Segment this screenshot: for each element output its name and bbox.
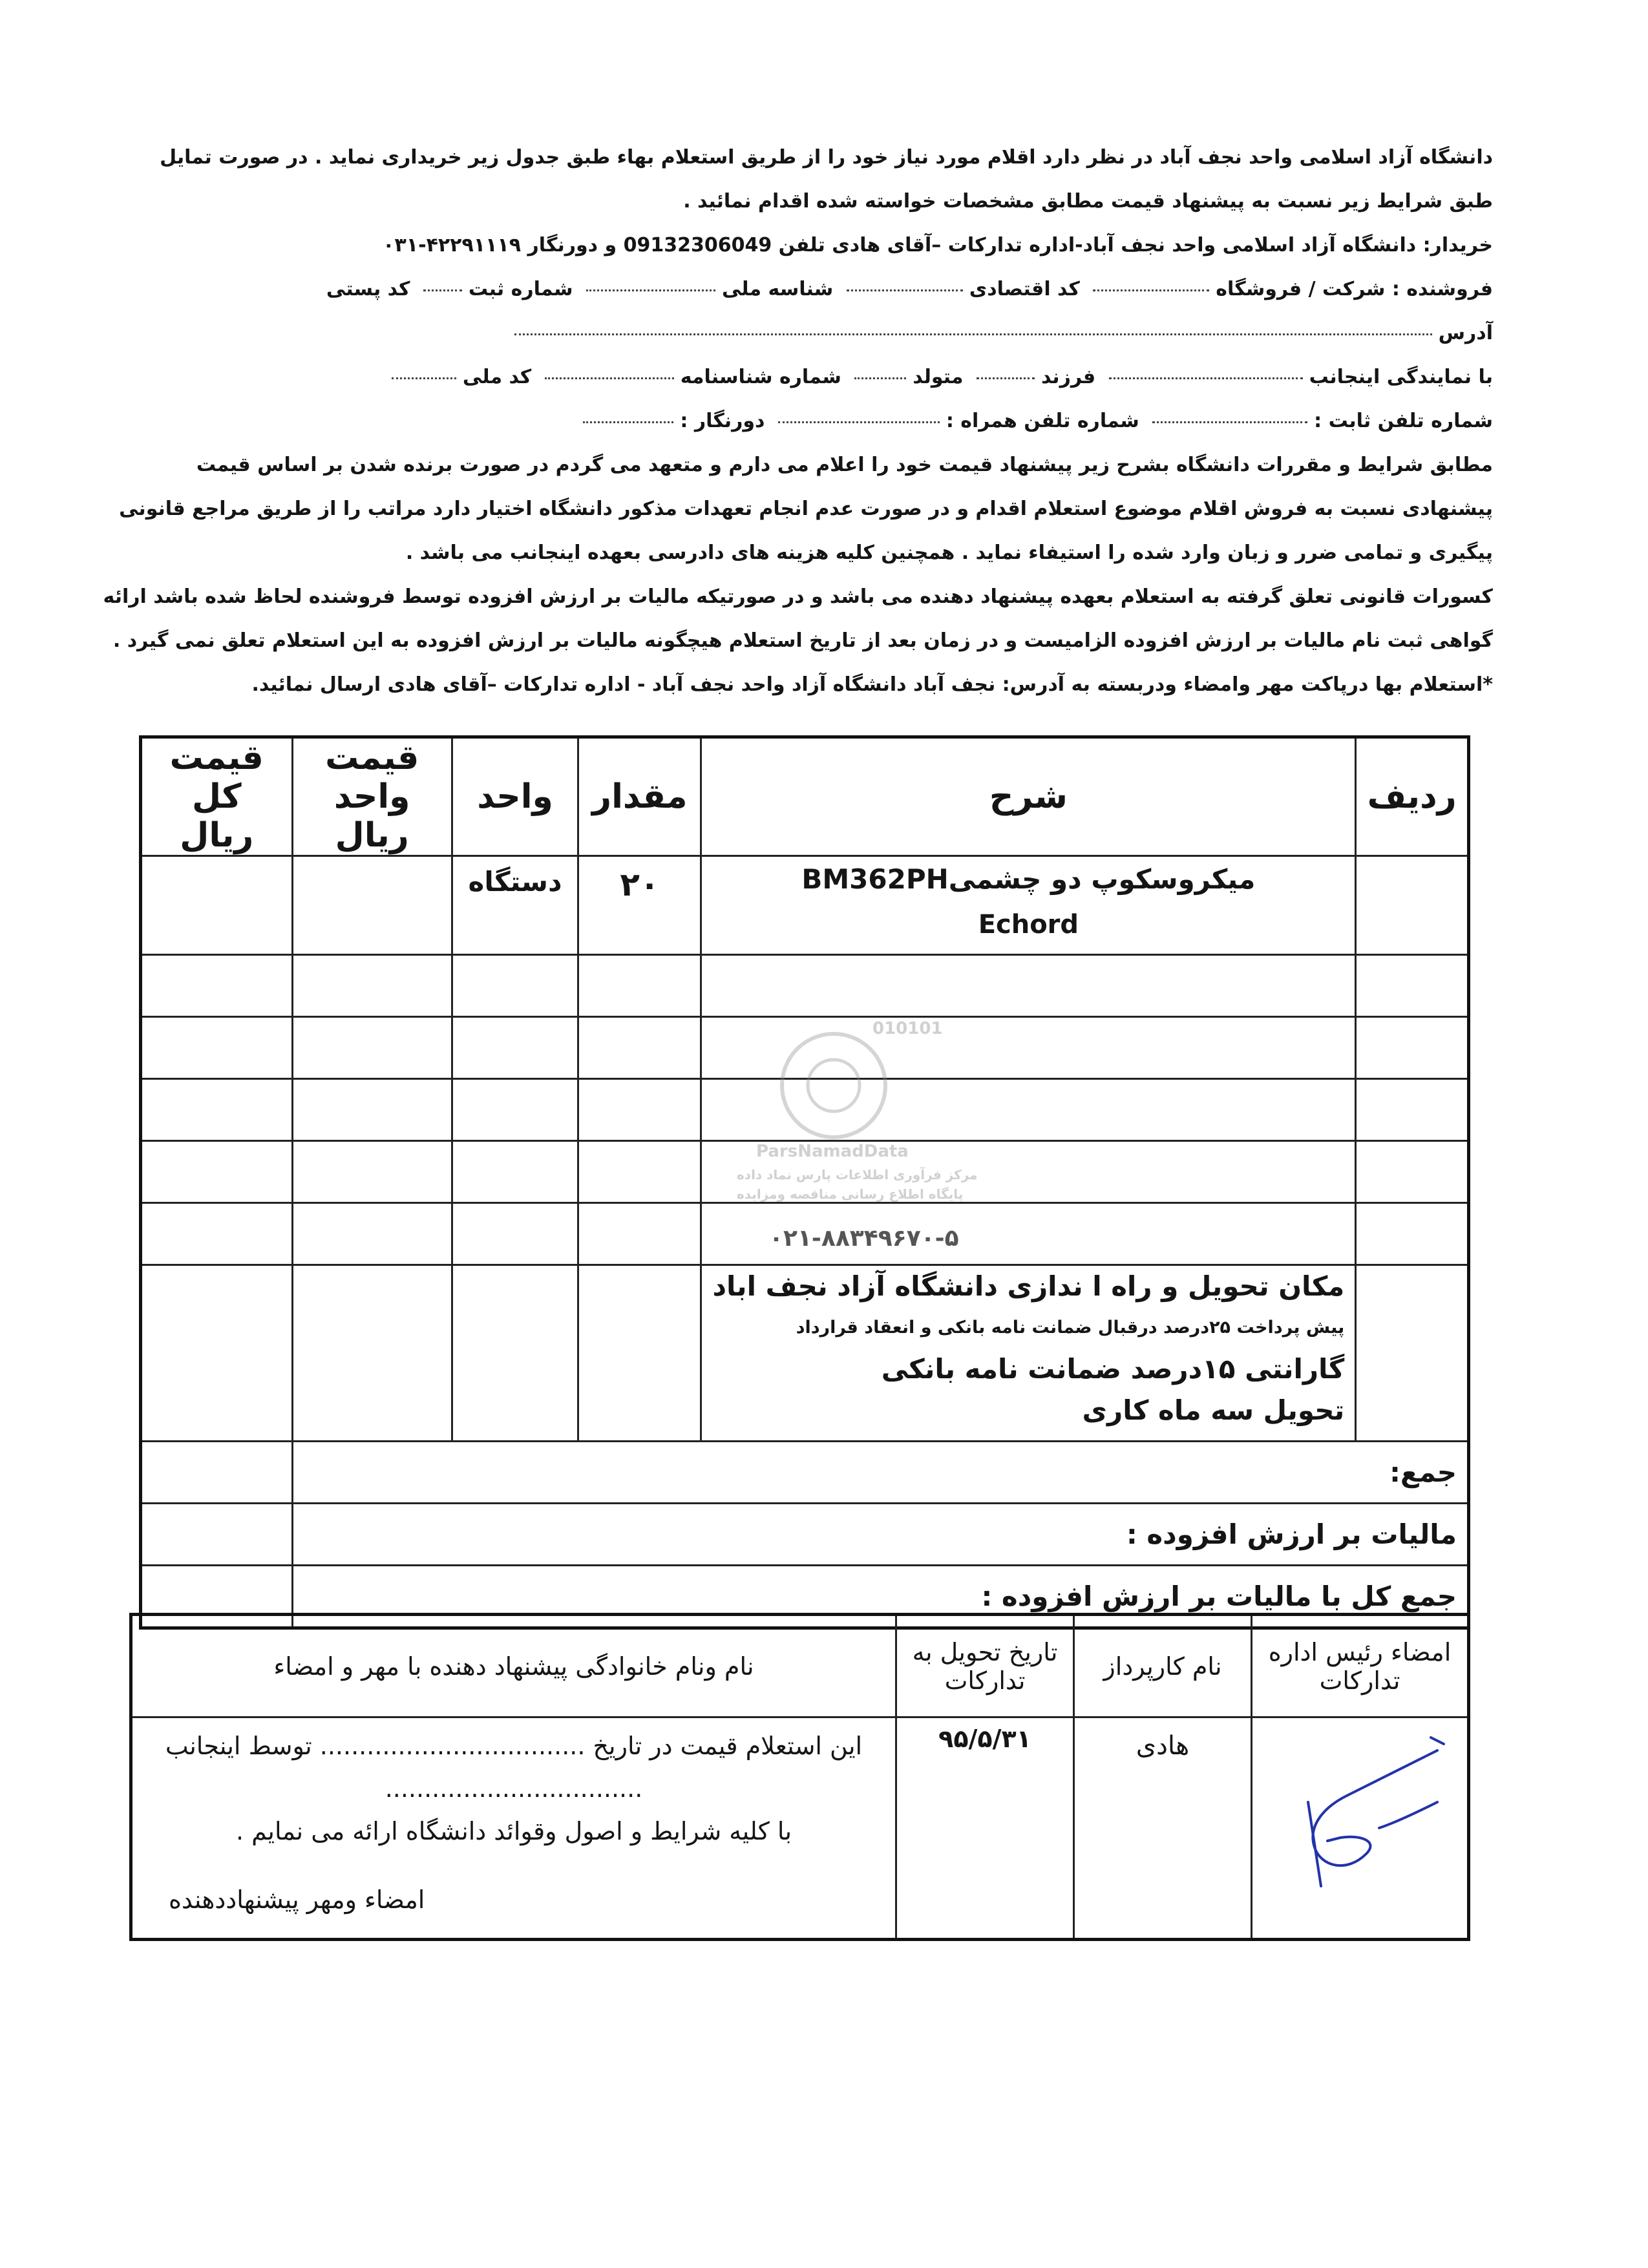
table-cell — [141, 1203, 293, 1265]
table-cell — [1356, 955, 1469, 1017]
handwritten-signature — [1269, 1725, 1450, 1893]
id-no-blank — [545, 377, 674, 379]
note-delivery-location: مکان تحویل و راه ا ندازی دانشگاه آزاد نجف اباد — [712, 1270, 1345, 1302]
header-total-price: قیمت کل ریال — [141, 737, 293, 856]
header-unit: واحد — [452, 737, 578, 856]
terms-line-4: کسورات قانونی تعلق گرفته به استعلام بعهده پیشنهاد دهنده می باشد و در صورتیکه مالیات بر ارزش افزوده توسط فروشنده لحاظ شده باشد ارائه — [103, 585, 1493, 608]
delivery-date-value: ۹۵/۵/۳۱ — [896, 1717, 1074, 1940]
table-row — [141, 1265, 1469, 1442]
table-cell — [578, 1079, 701, 1141]
sum-value-cell — [141, 1442, 293, 1504]
table-cell — [141, 955, 293, 1017]
grand-total-label: جمع کل با مالیات بر ارزش افزوده : — [292, 1566, 1468, 1628]
table-cell — [141, 1141, 293, 1203]
intro-line-1: دانشگاه آزاد اسلامی واحد نجف آباد در نظر دارد اقلام مورد نیاز خود را از طریق استعلام بهاء طبق جدول زیر خریداری نماید . در صورت تمایل — [160, 146, 1493, 169]
table-cell — [141, 1079, 293, 1141]
mobile-label: شماره تلفن همراه : — [945, 410, 1139, 432]
note-guarantee: گارانتی ۱۵درصد ضمانت نامه بانکی — [881, 1353, 1345, 1385]
address-blank — [514, 333, 1432, 335]
table-cell — [292, 955, 452, 1017]
address-line — [149, 311, 1493, 355]
bidder-statement-line-2: با کلیه شرایط و اصول وقوائد دانشگاه ارائه می نمایم . — [235, 1817, 792, 1845]
watermark-digits: 010101 — [872, 1019, 943, 1038]
header-unit-price: قیمت واحد ریال — [292, 737, 452, 856]
seller-blank — [1093, 289, 1209, 291]
table-cell — [292, 1203, 452, 1265]
seller-line — [149, 268, 1493, 311]
phone-blank — [1152, 421, 1307, 423]
note-delivery-time: تحویل سه ماه کاری — [1082, 1394, 1345, 1426]
mobile-blank — [778, 421, 940, 423]
signature-table — [129, 1613, 1470, 1941]
sum-row — [141, 1442, 1469, 1504]
national-code-label: کد ملی — [462, 366, 532, 388]
item-unit: دستگاه — [452, 856, 578, 955]
table-cell — [292, 1079, 452, 1141]
head-manager-signature-label: امضاء رئیس اداره تدارکات — [1252, 1615, 1469, 1717]
postal-code-label: کد پستی — [326, 278, 410, 300]
table-cell — [141, 1017, 293, 1079]
agent-name-label: نام کارپرداز — [1074, 1615, 1252, 1717]
table-cell — [292, 1265, 452, 1442]
table-cell — [1356, 1017, 1469, 1079]
reg-no-label: شماره ثبت — [468, 278, 573, 300]
intro-line-2: طبق شرایط زیر نسبت به پیشنهاد قیمت مطابق مشخصات خواسته شده اقدام نمائید . — [683, 190, 1493, 213]
sum-label: جمع: — [292, 1442, 1468, 1504]
watermark-line-2: پایگاه اطلاع رسانی مناقصه ومزایده — [737, 1186, 964, 1202]
economic-code-label: کد اقتصادی — [969, 278, 1080, 300]
table-cell — [578, 1203, 701, 1265]
buyer-line: خریدار: دانشگاه آزاد اسلامی واحد نجف آباد-اداره تدارکات –آقای هادی تلفن 09132306049 و دورنگار ۴۲۲۹۱۱۱۹-۰۳۱ — [383, 234, 1493, 257]
watermark-brand: ParsNamadData — [756, 1142, 909, 1161]
terms-line-1: مطابق شرایط و مقررات دانشگاه بشرح زیر پیشنهاد قیمت خود را اعلام می دارم و متعهد می گردم در صورت برنده شدن بر اساس قیمت — [196, 454, 1493, 476]
economic-code-blank — [847, 289, 963, 291]
item-unit-price-cell — [292, 856, 452, 955]
table-cell — [578, 1141, 701, 1203]
child-of-label: فرزند — [1041, 366, 1096, 388]
representative-blank — [1109, 377, 1303, 379]
item-description-cell — [701, 856, 1356, 955]
table-cell — [292, 1141, 452, 1203]
table-cell — [578, 1265, 701, 1442]
table-row — [141, 856, 1469, 955]
items-header-row — [141, 737, 1469, 856]
representative-label: با نمایندگی اینجانب — [1309, 366, 1493, 388]
bidder-statement-line-1: این استعلام قیمت در تاریخ .................................. توسط اینجانب ................................. — [165, 1732, 863, 1803]
signature-header-row — [131, 1615, 1469, 1717]
manager-signature-cell — [1252, 1717, 1469, 1940]
table-cell — [578, 955, 701, 1017]
bidder-sign-label: امضاء ومهر پیشنهاددهنده — [169, 1885, 425, 1914]
header-row-number: ردیف — [1356, 737, 1469, 856]
notes-row-number-cell — [1356, 1265, 1469, 1442]
table-cell — [1356, 1141, 1469, 1203]
table-cell — [578, 1017, 701, 1079]
terms-line-2: پیشنهادی نسبت به فروش اقلام موضوع استعلام اقدام و در صورت عدم انجام تعهدات مذکور دانشگاه اختیار دارد مراتب را از طریق مراجع قانونی — [119, 498, 1493, 520]
national-id-blank — [586, 289, 715, 291]
table-cell — [452, 1017, 578, 1079]
table-cell — [452, 1265, 578, 1442]
national-id-label: شناسه ملی — [721, 278, 834, 300]
child-of-blank — [977, 377, 1035, 379]
phone-label: شماره تلفن ثابت : — [1314, 410, 1493, 432]
item-description: میکروسکوپ دو چشمیBM362PH — [801, 863, 1256, 895]
phone-line — [149, 399, 1493, 443]
table-cell — [292, 1017, 452, 1079]
national-code-blank — [392, 377, 456, 379]
bidder-statement-cell — [131, 1717, 896, 1940]
representative-line — [149, 355, 1493, 399]
terms-line-6: *استعلام بها درپاکت مهر وامضاء ودربسته به آدرس: نجف آباد دانشگاه آزاد واحد نجف آباد - اداره تدارکات –آقای هادی ارسال نمائید. — [251, 673, 1493, 696]
item-row-number-cell — [1356, 856, 1469, 955]
watermark-logo — [730, 1008, 1002, 1215]
table-cell — [452, 1141, 578, 1203]
terms-line-3: پیگیری و تمامی ضرر و زبان وارد شده را استیفاء نماید . همچنین کلیه هزینه های دادرسی بعهده اینجانب می باشد . — [405, 541, 1493, 564]
fax-label: دورنگار : — [680, 410, 765, 432]
intro-block — [103, 136, 1493, 707]
header-quantity: مقدار — [578, 737, 701, 856]
signature-body-row — [131, 1717, 1469, 1940]
address-label: آدرس — [1438, 322, 1493, 344]
reg-no-blank — [423, 289, 462, 291]
vat-value-cell — [141, 1504, 293, 1566]
table-cell — [452, 955, 578, 1017]
watermark-phone: ۰۲۱-۸۸۳۴۹۶۷۰-۵ — [769, 1225, 959, 1252]
table-cell — [452, 1203, 578, 1265]
bidder-name-label: نام ونام خانوادگی پیشنهاد دهنده با مهر و امضاء — [131, 1615, 896, 1717]
born-label: متولد — [913, 366, 964, 388]
header-description: شرح — [701, 737, 1356, 856]
table-cell — [452, 1079, 578, 1141]
vat-row — [141, 1504, 1469, 1566]
fax-blank — [583, 421, 673, 423]
table-cell — [1356, 1203, 1469, 1265]
born-blank — [854, 377, 906, 379]
watermark-line-1: مرکز فرآوری اطلاعات پارس نماد داده — [737, 1167, 978, 1182]
terms-line-5: گواهی ثبت نام مالیات بر ارزش افزوده الزامیست و در زمان بعد از تاریخ استعلام هیچگونه مالیات بر ارزش افزوده به این استعلام تعلق نمی گیرد . — [112, 629, 1493, 652]
delivery-date-label: تاریخ تحویل به تدارکات — [896, 1615, 1074, 1717]
seller-label: فروشنده : شرکت / فروشگاه — [1216, 278, 1493, 300]
note-prepayment: پیش پرداخت ۲۵درصد درقبال ضمانت نامه بانکی و انعقاد قرارداد — [796, 1318, 1345, 1338]
item-quantity: ۲۰ — [578, 856, 701, 955]
id-no-label: شماره شناسنامه — [680, 366, 841, 388]
item-total-price-cell — [141, 856, 293, 955]
item-brand: Echord — [978, 910, 1079, 940]
delivery-notes-cell — [701, 1265, 1356, 1442]
table-cell — [1356, 1079, 1469, 1141]
table-cell — [141, 1265, 293, 1442]
agent-name-value: هادی — [1074, 1717, 1252, 1940]
vat-label: مالیات بر ارزش افزوده : — [292, 1504, 1468, 1566]
